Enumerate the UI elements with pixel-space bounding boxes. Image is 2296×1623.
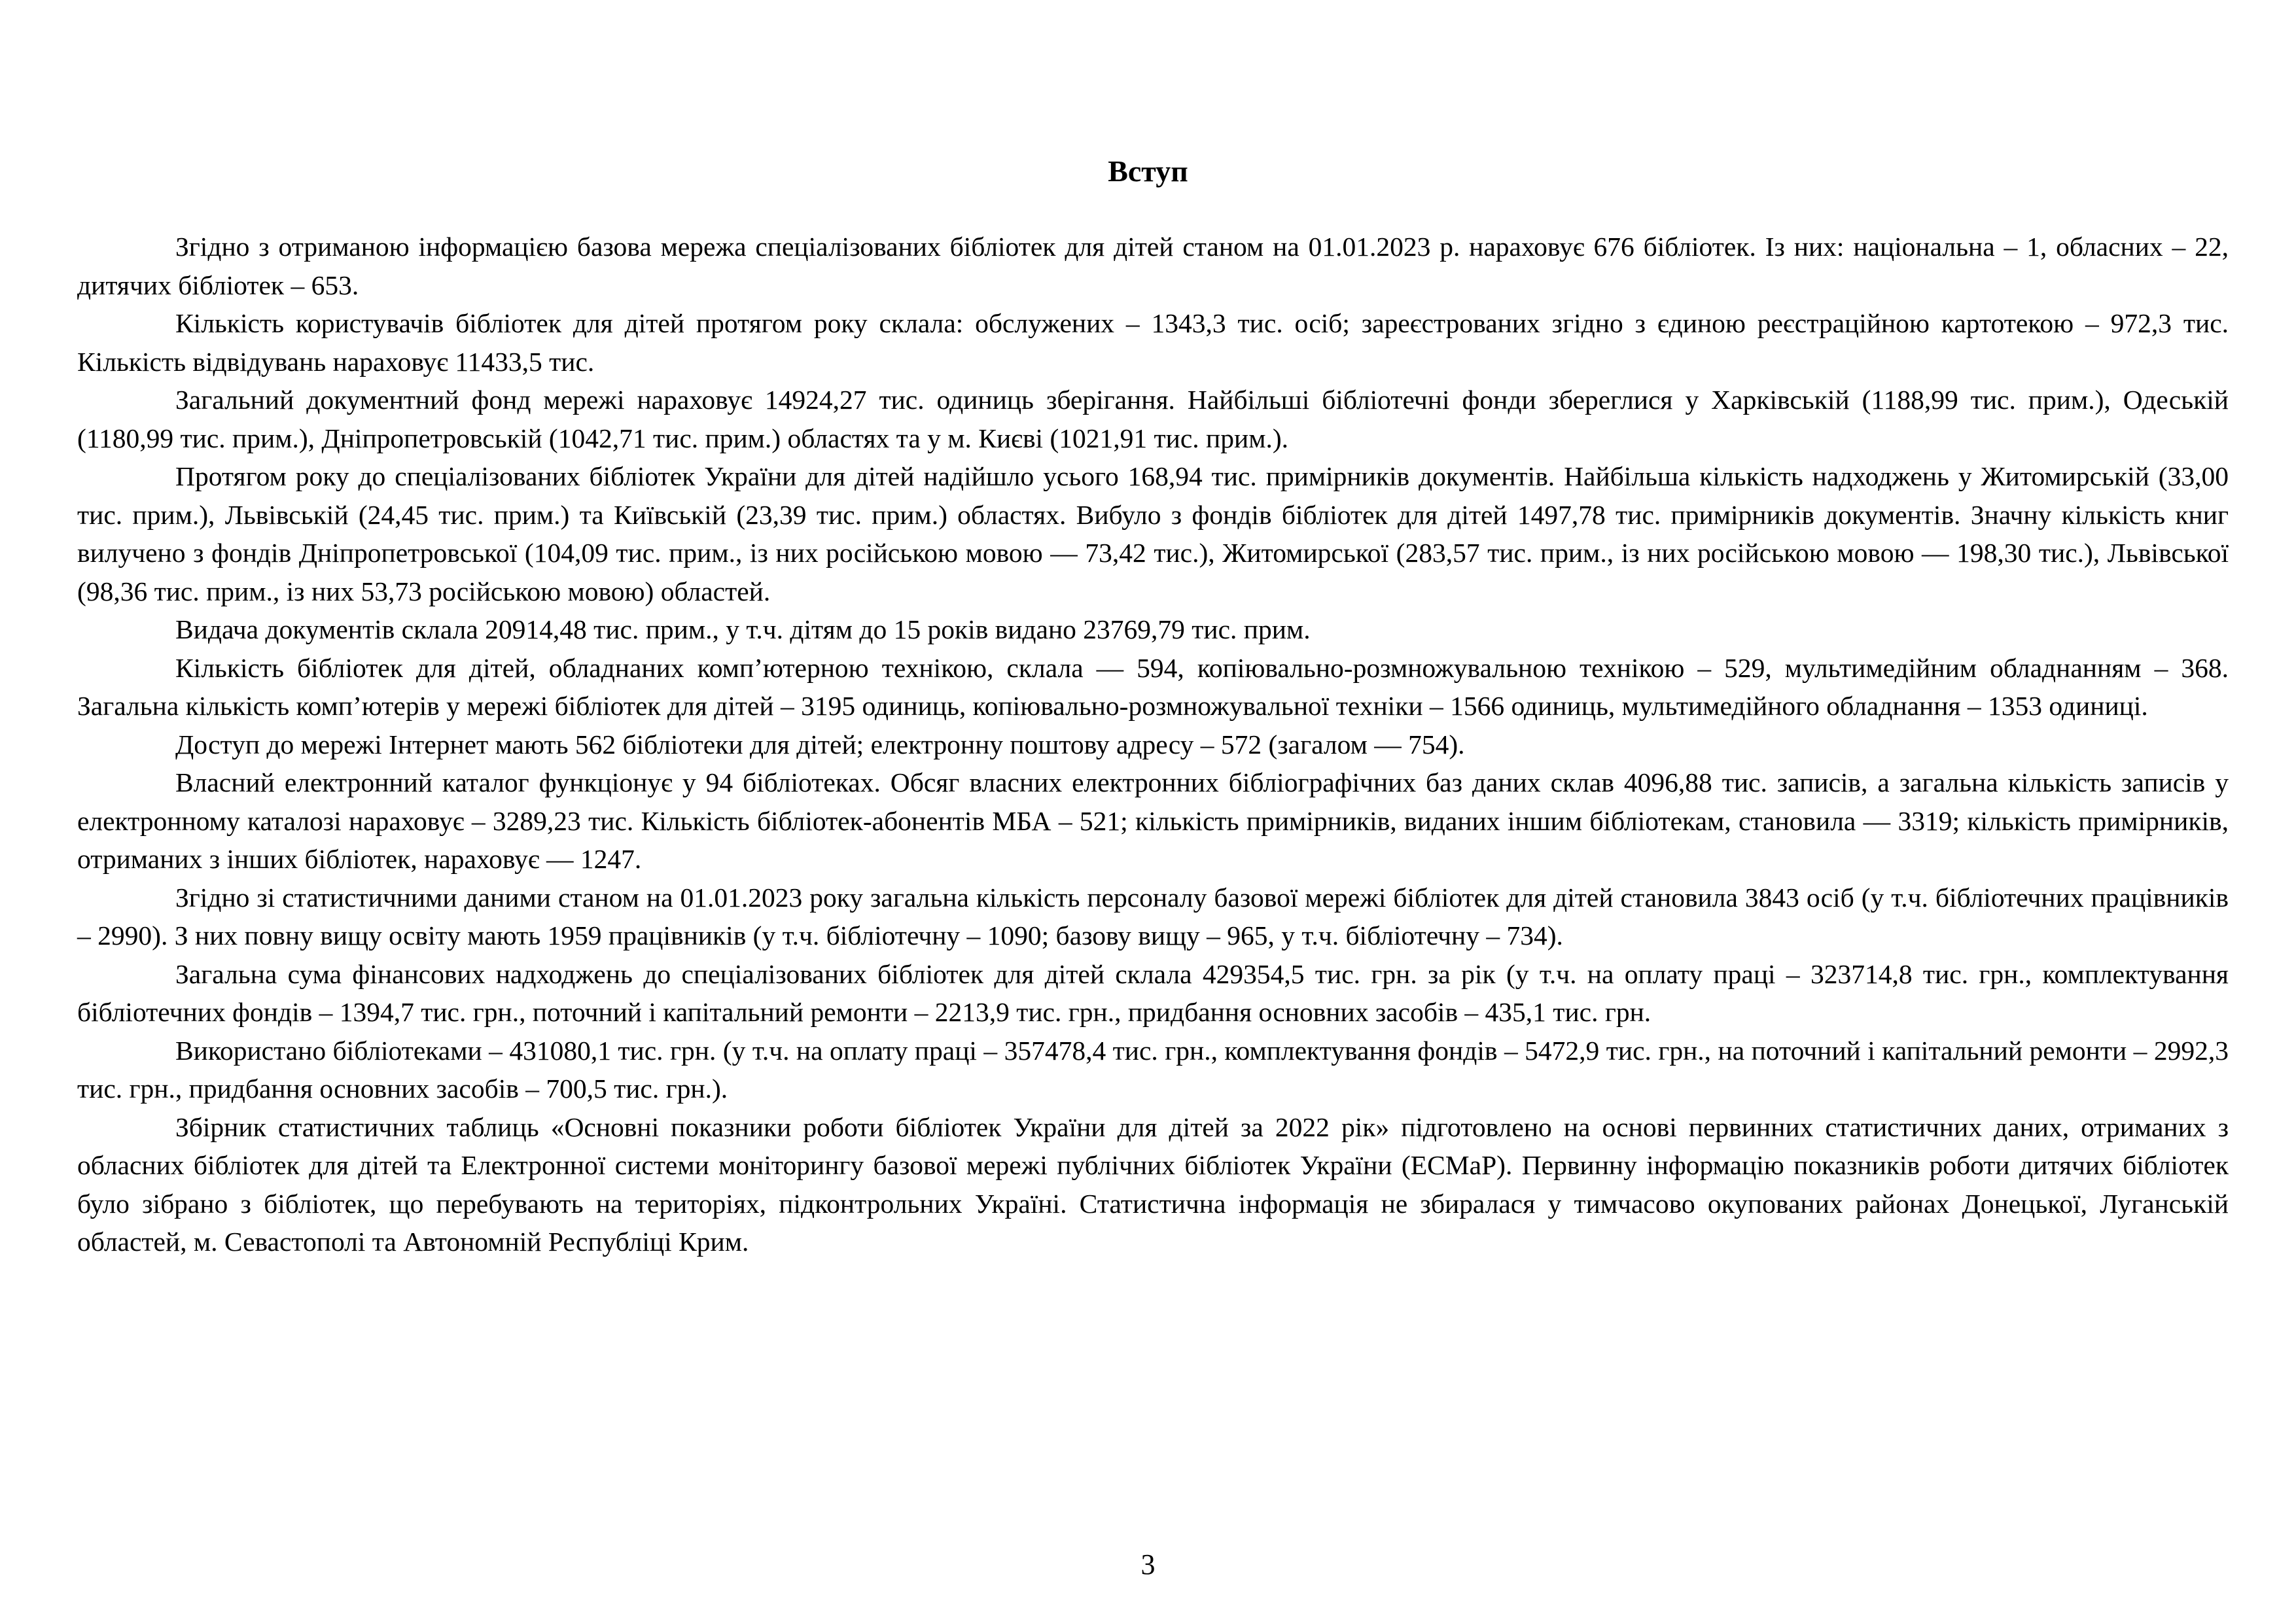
- page-number: 3: [1140, 1548, 1156, 1580]
- paragraph-11: Використано бібліотеками – 431080,1 тис. грн. (у т.ч. на оплату праці – 357478,4 тис. грн., комплектування фондів – 5472,9 тис. грн., на поточний і капітальний ремонти – 2992,3 тис. грн., придбання основних засобів – 700,5 тис. грн.).: [77, 1035, 2229, 1104]
- paragraph-5: Видача документів склала 20914,48 тис. прим., у т.ч. дітям до 15 років видано 23769,79 тис. прим.: [175, 614, 1311, 644]
- paragraph-3: Загальний документний фонд мережі нараховує 14924,27 тис. одиниць зберігання. Найбільші бібліотечні фонди збереглися у Харківській (1188,99 тис. прим.), Одеській (1180,99 тис. прим.), Дніпропетровській (1042,71 тис. прим.) областях та у м. Києві (1021,91 тис. прим.).: [77, 385, 2229, 453]
- paragraph-10: Загальна сума фінансових надходжень до спеціалізованих бібліотек для дітей склала 429354,5 тис. грн. за рік (у т.ч. на оплату праці – 323714,8 тис. грн., комплектування бібліотечних фондів – 1394,7 тис. грн., поточний і капітальний ремонти – 2213,9 тис. грн., придбання основних засобів – 435,1 тис. грн.: [77, 958, 2229, 1027]
- paragraph-7: Доступ до мережі Інтернет мають 562 бібліотеки для дітей; електронну поштову адресу – 572 (загалом — 754).: [175, 729, 1465, 759]
- paragraph-1: Згідно з отриманою інформацією базова мережа спеціалізованих бібліотек для дітей станом на 01.01.2023 р. нараховує 676 бібліотек. Із них: національна – 1, обласних – 22, дитячих бібліотек – 653.: [77, 232, 2229, 300]
- paragraph-12: Збірник статистичних таблиць «Основні показники роботи бібліотек України для дітей за 2022 рік» підготовлено на основі первинних статистичних даних, отриманих з обласних бібліотек для дітей та Електронної системи моніторингу базової мережі публічних бібліотек України (ЕСМаР). Первинну інформацію показників роботи дитячих бібліотек було зібрано з бібліотек, що перебувають на територіях, підконтрольних Україні. Статистична інформація не збиралася у тимчасово окупованих районах Донецької, Луганській областей, м. Севастополі та Автономній Республіці Крим.: [77, 1111, 2229, 1257]
- paragraph-8: Власний електронний каталог функціонує у 94 бібліотеках. Обсяг власних електронних бібліографічних баз даних склав 4096,88 тис. записів, а загальна кількість записів у електронному каталозі нараховує – 3289,23 тис. Кількість бібліотек-абонентів МБА – 521; кількість примірників, виданих іншим бібліотекам, становила — 3319; кількість примірників, отриманих з інших бібліотек, нараховує — 1247.: [77, 767, 2229, 874]
- body-text: [77, 228, 2229, 1261]
- paragraph-2: Кількість користувачів бібліотек для дітей протягом року склала: обслужених – 1343,3 тис. осіб; зареєстрованих згідно з єдиною реєстраційною картотекою – 972,3 тис. Кількість відвідувань нараховує 11433,5 тис.: [77, 308, 2229, 377]
- paragraph-9: Згідно зі статистичними даними станом на 01.01.2023 року загальна кількість персоналу базової мережі бібліотек для дітей становила 3843 осіб (у т.ч. бібліотечних працівників – 2990). З них повну вищу освіту мають 1959 працівників (у т.ч. бібліотечну – 1090; базову вищу – 965, у т.ч. бібліотечну – 734).: [77, 882, 2229, 951]
- paragraph-6: Кількість бібліотек для дітей, обладнаних комп’ютерною технікою, склала — 594, копіювально-розмножувальною технікою – 529, мультимедійним обладнанням – 368. Загальна кількість комп’ютерів у мережі бібліотек для дітей – 3195 одиниць, копіювально-розмножувальної техніки – 1566 одиниць, мультимедійного обладнання – 1353 одиниці.: [77, 652, 2229, 721]
- page-title: Вступ: [1108, 154, 1188, 188]
- paragraph-4: Протягом року до спеціалізованих бібліотек України для дітей надійшло усього 168,94 тис. примірників документів. Найбільша кількість надходжень у Житомирській (33,00 тис. прим.), Львівській (24,45 тис. прим.) та Київській (23,39 тис. прим.) областях. Вибуло з фондів бібліотек для дітей 1497,78 тис. примірників документів. Значну кількість книг вилучено з фондів Дніпропетровської (104,09 тис. прим., із них російською мовою — 73,42 тис.), Житомирської (283,57 тис. прим., із них російською мовою — 198,30 тис.), Львівської (98,36 тис. прим., із них 53,73 російською мовою) областей.: [77, 461, 2229, 606]
